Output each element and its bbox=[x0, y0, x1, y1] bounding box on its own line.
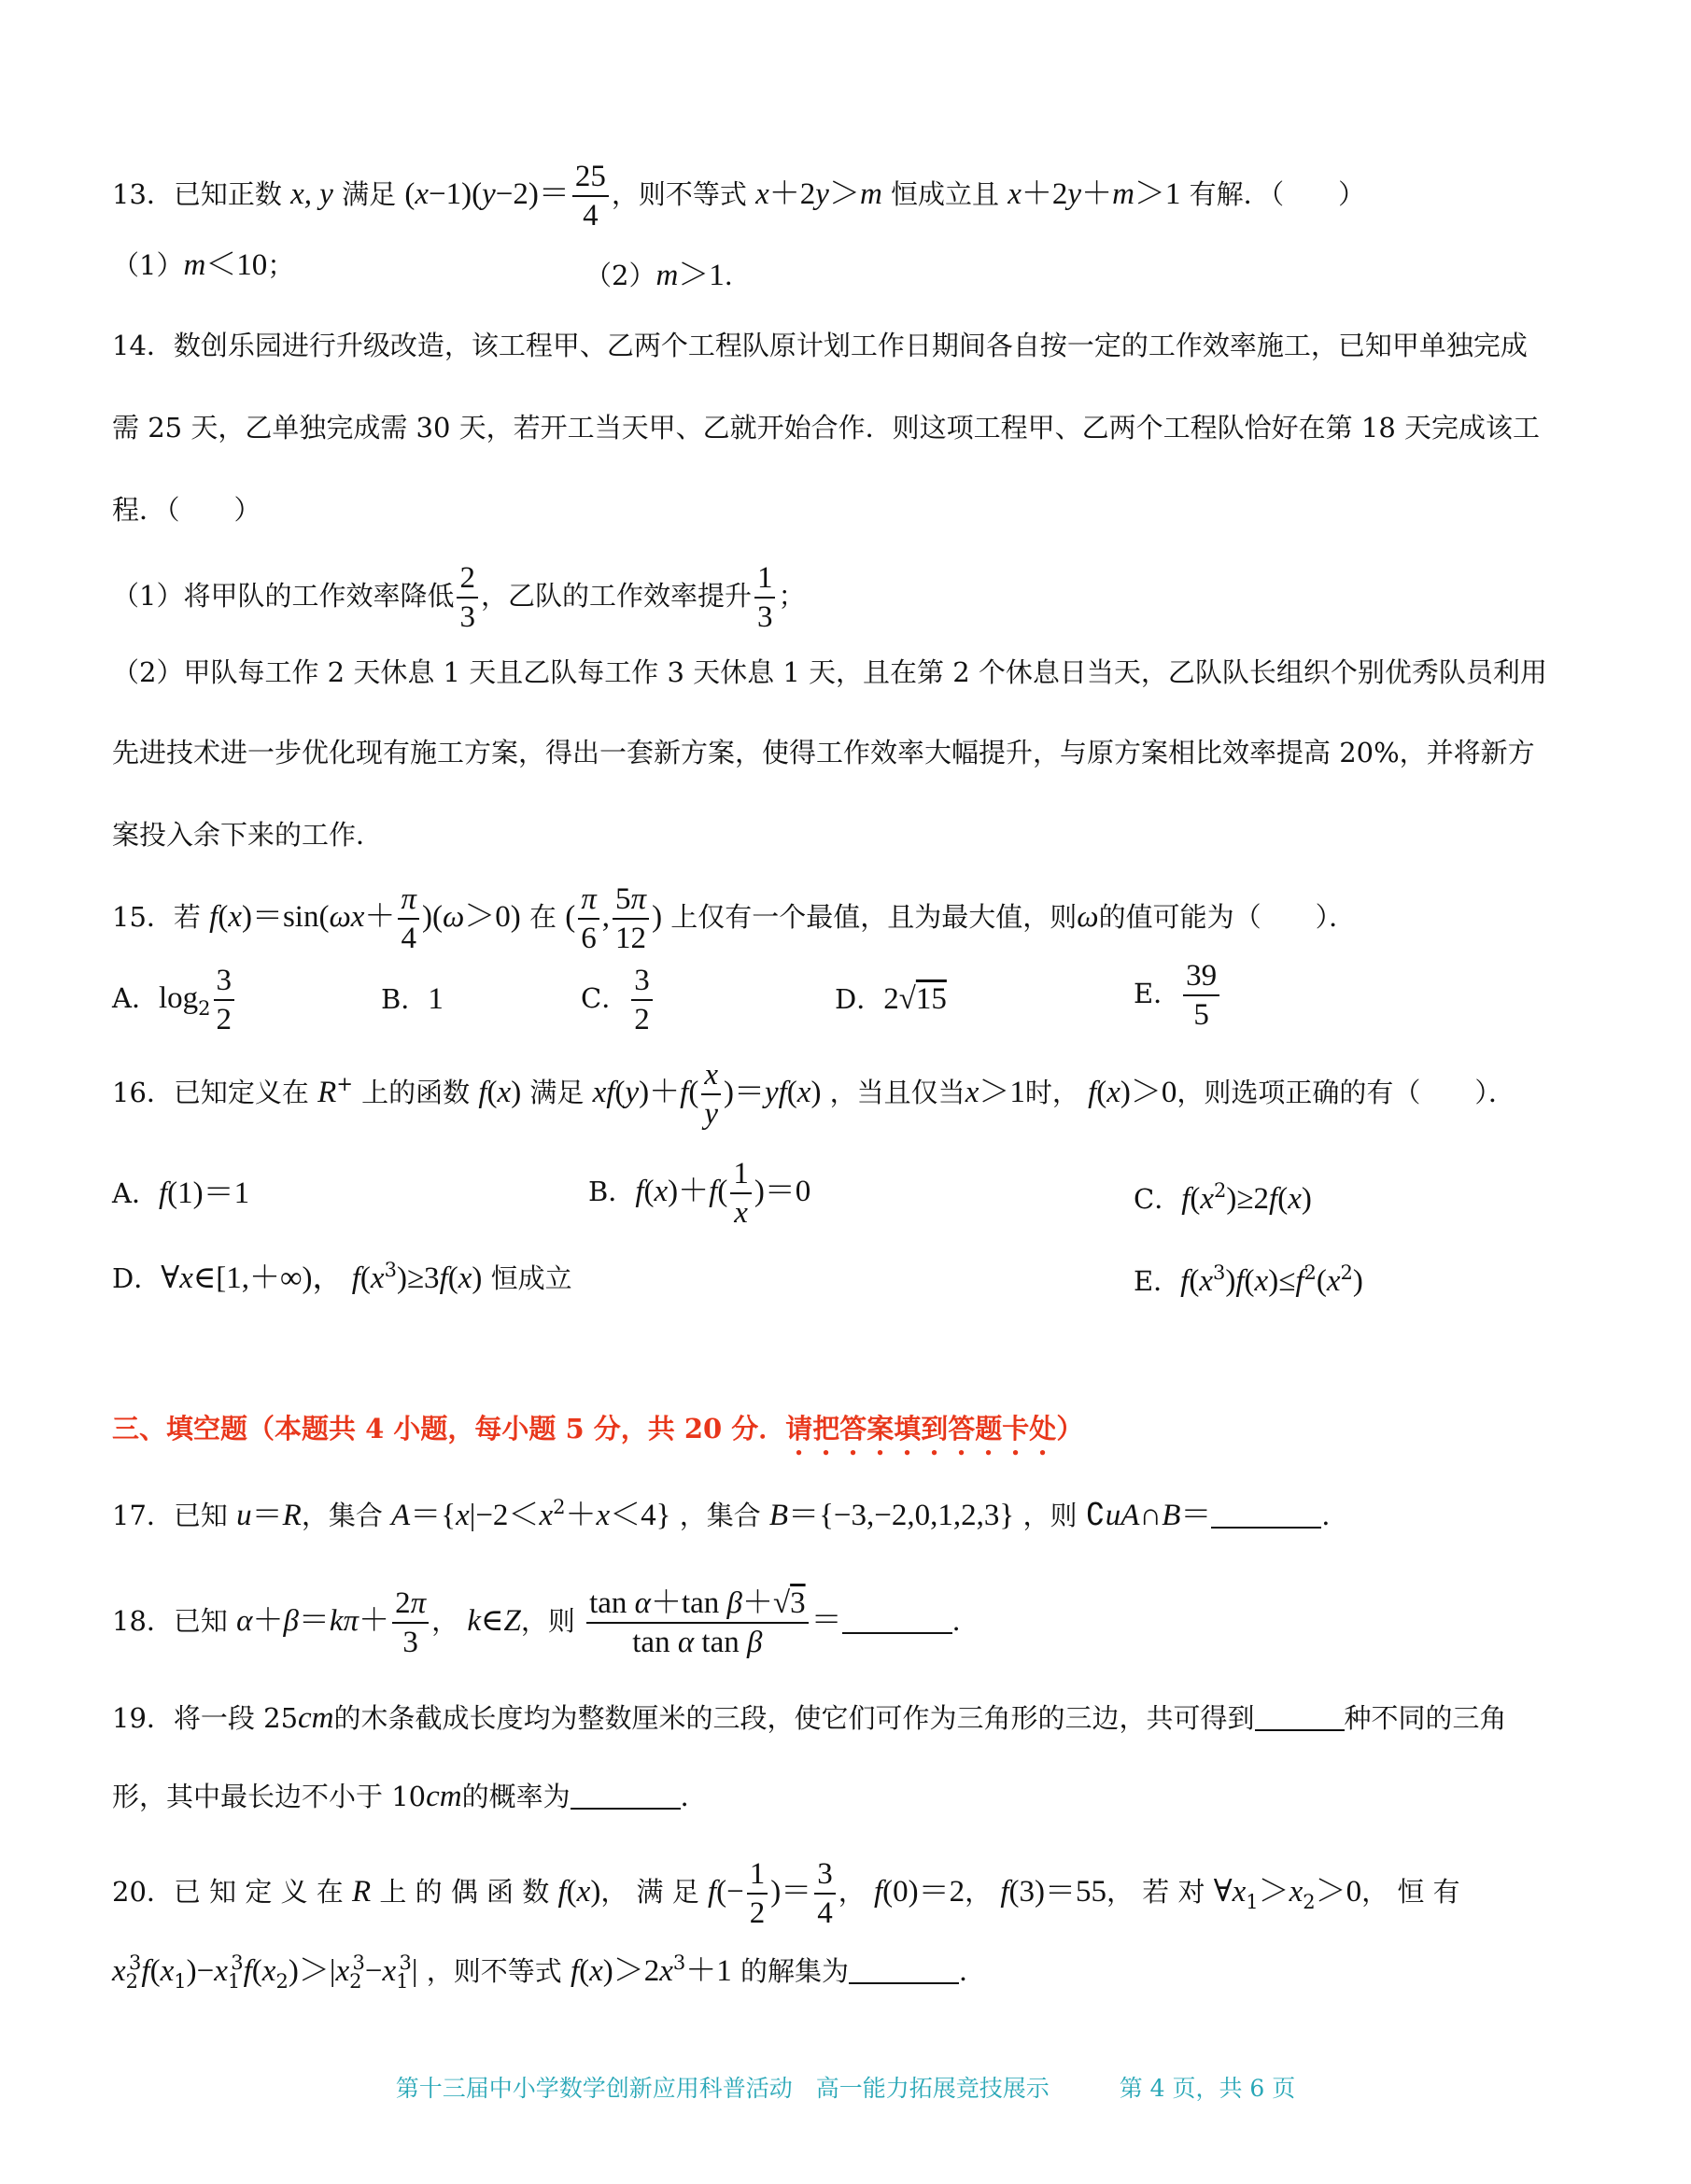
q15-option-a: A．$\log_2$ $\frac{3}{2}$ bbox=[112, 965, 237, 1036]
q14-option-1: （1）将甲队的工作效率降低 $\frac{2}{3}$ ，乙队的工作效率提升 $\frac{1}{3}$ ； bbox=[112, 561, 806, 634]
section-heading: 三、填空题（本题共 4 小题，每小题 5 分，共 20 分．请把答案填到答题卡处） bbox=[112, 1413, 1084, 1444]
q13-option-2: （2）m＞1． bbox=[585, 259, 752, 292]
q13-stem: 13．已知正数 x, y 满足 (x−1)(y−2)＝ $\frac{25}{4}$ ，则不等式 x＋2y＞m 恒成立且 x＋2y＋m＞1 有解．（ ） bbox=[112, 160, 1366, 232]
q19-line-2: 形，其中最长边不小于 10cm的概率为 ． bbox=[112, 1780, 708, 1813]
q15-stem: 15．若 f(x)＝sin(ωx＋ $\frac{\pi}{4}$ )(ω＞0) 在 ( $\frac{\pi}{6}$ , $\frac{5\pi}{12}$ ) 上仅有一个最值，且为最大值，则ω的值可能为（ ）． bbox=[112, 882, 1357, 955]
answer-blank[interactable] bbox=[842, 1608, 952, 1634]
answer-blank[interactable] bbox=[1211, 1502, 1321, 1529]
q19-line-1: 19．将一段 25cm的木条截成长度均为整数厘米的三段，使它们可作为三角形的三边，共可得到 种不同的三角 bbox=[112, 1701, 1507, 1735]
q16-option-a: A．f(1)＝1 bbox=[112, 1177, 250, 1210]
q15-option-c: C． $\frac{3}{2}$ bbox=[581, 965, 655, 1036]
q16-option-b: B．f(x)＋f( $\frac{1}{x}$ )＝0 bbox=[588, 1157, 811, 1230]
q20-line-1: 20．已 知 定 义 在 R 上 的 偶 函 数 f(x)， 满 足 f(− $\frac{1}{2}$ )＝ $\frac{3}{4}$ ， f(0)＝2， f(3)＝55， 若 对 $\forall x_1>x_2>0$， 恒 有 bbox=[112, 1857, 1460, 1930]
q14-line-1: 14．数创乐园进行升级改造，该工程甲、乙两个工程队原计划工作日期间各自按一定的工作效率施工，已知甲单独完成 bbox=[112, 330, 1528, 361]
q16-stem: 16．已知定义在 R+ 上的函数 f(x) 满足 xf(y)＋f( $\frac{x}{y}$ )＝yf(x) ，当且仅当x＞1时， f(x)＞0，则选项正确的有（ ）． bbox=[112, 1058, 1515, 1131]
q14-option-2-line-3: 案投入余下来的工作． bbox=[112, 819, 384, 851]
fraction: $\frac{25}{4}$ bbox=[572, 161, 609, 232]
q15-option-b: B．1 bbox=[381, 982, 444, 1016]
q18-stem: 18．已知 α＋β＝kπ＋ $\frac{2\pi}{3}$ ， k∈Z，则 $\frac{\text{tan α＋tan β＋√3}}{\text{tan α tan β}}$ ＝ ． bbox=[112, 1586, 979, 1659]
page-footer: 第十三届中小学数学创新应用科普活动 高一能力拓展竞技展示 第 4 页，共 6 页 bbox=[395, 2075, 1296, 2102]
answer-blank[interactable] bbox=[849, 1958, 959, 1984]
q16-option-e: E．$f(x^3)f(x)\le f^2(x^2)$ bbox=[1134, 1261, 1363, 1298]
answer-blank[interactable] bbox=[1255, 1705, 1345, 1731]
q14-line-3: 程．（ ） bbox=[112, 494, 261, 526]
q15-option-e: E． $\frac{39}{5}$ bbox=[1134, 960, 1222, 1031]
question-number: 13． bbox=[112, 178, 174, 211]
q15-option-d: D．2√15 bbox=[835, 982, 947, 1016]
q16-option-d: D．∀x∈[1,＋∞)， $f(x^3)\ge 3f(x)$ 恒成立 bbox=[112, 1259, 572, 1295]
q17-stem: 17．已知 u＝R，集合 $A=\{x|-2<x^2+x<4\}$ ，集合 B＝{−3,−2,0,1,2,3} ，则 ∁uA∩B＝ ． bbox=[112, 1496, 1349, 1532]
q14-option-2-line-1: （2）甲队每工作 2 天休息 1 天且乙队每工作 3 天休息 1 天，且在第 2 个休息日当天，乙队队长组织个别优秀队员利用 bbox=[112, 656, 1547, 688]
q14-line-2: 需 25 天，乙单独完成需 30 天，若开工当天甲、乙就开始合作．则这项工程甲、乙两个工程队恰好在第 18 天完成该工 bbox=[112, 412, 1541, 444]
q16-option-c: C．$f(x^2)\ge 2f(x)$ bbox=[1134, 1179, 1312, 1216]
q14-option-2-line-2: 先进技术进一步优化现有施工方案，得出一套新方案，使得工作效率大幅提升，与原方案相比效率提高 20%，并将新方 bbox=[112, 737, 1535, 768]
q20-line-2: $x_2^3f(x_1)-x_1^3f(x_2)>|x_2^3-x_1^3|$ ，则不等式 $f(x)>2x^3+1$ 的解集为 ． bbox=[112, 1952, 987, 1993]
answer-blank[interactable] bbox=[571, 1783, 681, 1810]
q13-option-1: （1）m＜10； bbox=[112, 248, 295, 282]
